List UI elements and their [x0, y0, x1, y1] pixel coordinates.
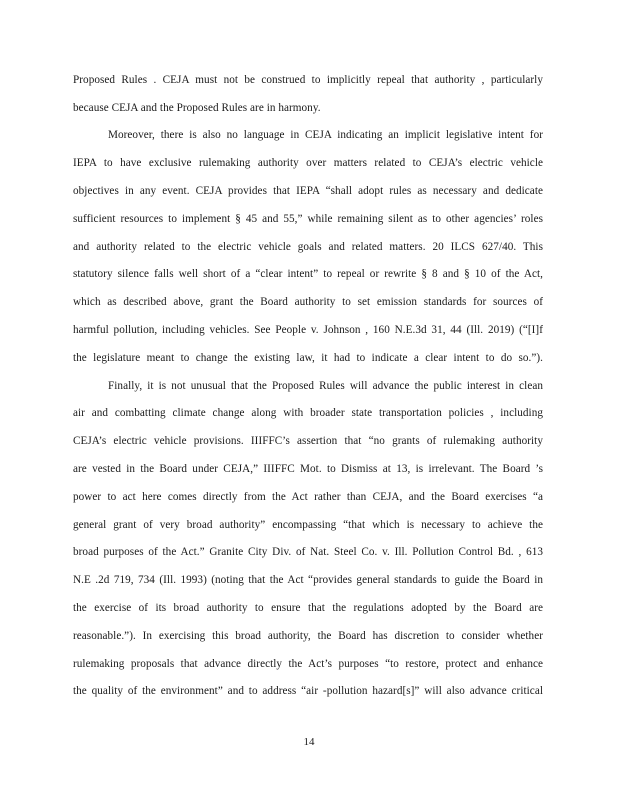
text-line-3: Moreover, there is also no language in CEJA indicating an implicit legislative intent for — [108, 129, 543, 141]
text-line-21: reasonable.”). In exercising this broad authority, the Board has discretion to consider whether — [73, 630, 543, 642]
text-line-22: rulemaking proposals that advance directly the Act’s purposes “to restore, protect and enhance — [73, 658, 543, 670]
text-line-10: harmful pollution, including vehicles. See People v. Johnson , 160 N.E.3d 31, 44 (Ill. 2019) (“[I]f — [73, 324, 543, 336]
text-line-4: IEPA to have exclusive rulemaking authority over matters related to CEJA’s electric vehicle — [73, 157, 543, 169]
text-line-19: N.E .2d 719, 734 (Ill. 1993) (noting that the Act “provides general standards to guide the Board in — [73, 574, 543, 586]
text-line-20: the exercise of its broad authority to ensure that the regulations adopted by the Board are — [73, 602, 543, 614]
text-line-23: the quality of the environment” and to address “air -pollution hazard[s]” will also advance critical — [73, 685, 543, 697]
text-line-15: are vested in the Board under CEJA,” IIIFFC Mot. to Dismiss at 13, is irrelevant. The Board ’s — [73, 463, 543, 475]
text-line-1: Proposed Rules . CEJA must not be construed to implicitly repeal that authority , particularly — [73, 74, 543, 86]
text-line-14: CEJA’s electric vehicle provisions. IIIFFC’s assertion that “no grants of rulemaking authority — [73, 435, 543, 447]
text-line-16: power to act here comes directly from the Act rather than CEJA, and the Board exercises “a — [73, 491, 543, 503]
page-number: 14 — [303, 736, 315, 748]
text-line-11: the legislature meant to change the existing law, it had to indicate a clear intent to do so.”). — [73, 352, 543, 364]
text-line-8: statutory silence falls well short of a “clear intent” to repeal or rewrite § 8 and § 10 of the Act, — [73, 268, 543, 280]
text-line-7: and authority related to the electric vehicle goals and related matters. 20 ILCS 627/40. This — [73, 241, 543, 253]
text-line-13: air and combatting climate change along with broader state transportation policies , including — [73, 407, 543, 419]
text-line-9: which as described above, grant the Board authority to set emission standards for sources of — [73, 296, 543, 308]
text-line-12: Finally, it is not unusual that the Proposed Rules will advance the public interest in clean — [108, 380, 543, 392]
text-line-2: because CEJA and the Proposed Rules are in harmony. — [73, 102, 321, 114]
text-line-6: sufficient resources to implement § 45 and 55,” while remaining silent as to other agencies’ roles — [73, 213, 543, 225]
text-line-5: objectives in any event. CEJA provides that IEPA “shall adopt rules as necessary and dedicate — [73, 185, 543, 197]
text-line-18: broad purposes of the Act.” Granite City Div. of Nat. Steel Co. v. Ill. Pollution Control Bd. , 613 — [73, 546, 543, 558]
text-line-17: general grant of very broad authority” encompassing “that which is necessary to achieve the — [73, 519, 543, 531]
